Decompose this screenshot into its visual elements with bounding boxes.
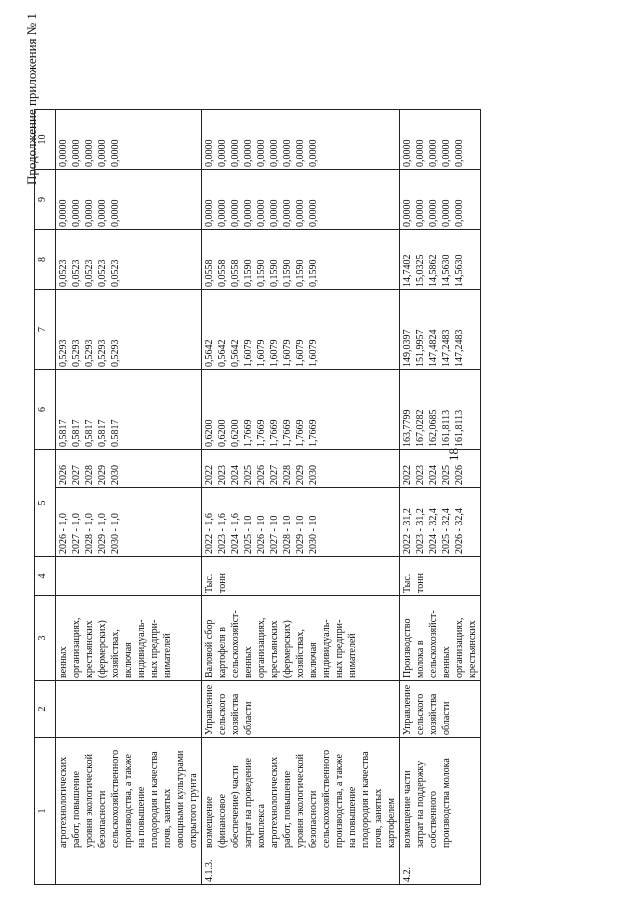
table-row [400, 110, 481, 885]
local-funding-cell [400, 170, 481, 230]
federal-funding-cell-line: 1,6079 [282, 339, 293, 367]
local-funding-cell-line: 0,0000 [230, 199, 241, 227]
measure-name-line: комплекса [256, 804, 267, 848]
target-value-cell-line: 2024 - 1,6 [230, 513, 241, 554]
appendix-label: Продолжение приложения № 1 [24, 13, 39, 185]
local-funding-cell-line: 0,0000 [428, 199, 439, 227]
table-row [56, 110, 202, 885]
extrabudget-funding-cell-line: 0,0000 [269, 139, 280, 167]
regional-funding-cell-line: 14,5630 [441, 254, 452, 287]
measure-name-line: на повышение [347, 786, 358, 848]
executor-cell [202, 681, 400, 738]
col-header-7: 7 [35, 290, 56, 370]
measure-name-line: производства, а также [123, 754, 134, 848]
extrabudget-funding-cell-line: 0,0000 [71, 139, 82, 167]
indicator-cell-line: крестьянских [269, 620, 280, 678]
federal-funding-cell-line: 1,6079 [308, 339, 319, 367]
total-funding-cell [400, 370, 481, 450]
measure-name-line: агротехнологических [58, 756, 69, 848]
measure-name-line: картофелем [386, 798, 397, 848]
measure-name-line: производства молока [441, 758, 452, 848]
year-cell-line: 2023 [415, 465, 426, 485]
target-value-cell-line: 2030 - 10 [308, 515, 319, 554]
regional-funding-cell-line: 0,0523 [84, 259, 95, 287]
target-value-cell-line: 2025 - 10 [243, 515, 254, 554]
federal-funding-cell-line: 0,5642 [230, 339, 241, 367]
total-funding-cell-line: 161,8113 [441, 409, 452, 447]
executor-cell-line: хозяйства [230, 693, 241, 735]
extrabudget-funding-cell-line: 0,0000 [402, 139, 413, 167]
federal-funding-cell-line: 149,0397 [402, 329, 413, 367]
target-value-cell-line: 2029 - 1,0 [97, 513, 108, 554]
federal-funding-cell [202, 290, 400, 370]
extrabudget-funding-cell-line: 0,0000 [256, 139, 267, 167]
unit-cell-line: Тыс. [402, 573, 413, 593]
indicator-cell-line: венных [441, 646, 452, 678]
year-cell-line: 2022 [402, 465, 413, 485]
total-funding-cell-line: 161,8113 [454, 409, 465, 447]
executor-cell-line: сельского [415, 693, 426, 735]
federal-funding-cell-line: 0,5293 [71, 339, 82, 367]
table-row [202, 110, 400, 885]
indicator-cell-line: картофеля в [217, 627, 228, 678]
measure-name-line: возмещение [204, 796, 215, 848]
unit-cell [56, 557, 202, 596]
measure-name-line: работ, повышение [282, 770, 293, 848]
local-funding-cell-line: 0,0000 [58, 199, 69, 227]
extrabudget-funding-cell-line: 0,0000 [454, 139, 465, 167]
indicator-cell-line: сельскохозяйст- [428, 610, 439, 678]
extrabudget-funding-cell [56, 110, 202, 170]
regional-funding-cell-line: 0,0558 [204, 259, 215, 287]
indicator-cell-line: сельскохозяйст- [230, 610, 241, 678]
federal-funding-cell-line: 1,6079 [243, 339, 254, 367]
target-value-cell [56, 488, 202, 557]
regional-funding-cell-line: 0,1590 [256, 259, 267, 287]
local-funding-cell-line: 0,0000 [84, 199, 95, 227]
executor-cell-line: области [441, 701, 452, 735]
indicator-cell-line: организациях, [454, 617, 465, 678]
year-cell-line: 2028 [84, 465, 95, 485]
regional-funding-cell-line: 14,7402 [402, 254, 413, 287]
regional-funding-cell [202, 230, 400, 290]
year-cell-line: 2026 [454, 465, 465, 485]
year-cell-line: 2025 [243, 465, 254, 485]
extrabudget-funding-cell-line: 0,0000 [110, 139, 121, 167]
measure-name-line: уровня экологической [84, 754, 95, 848]
total-funding-cell-line: 0.5817 [110, 419, 121, 447]
local-funding-cell-line: 0,0000 [282, 199, 293, 227]
year-cell-line: 2027 [71, 465, 82, 485]
col-header-6: 6 [35, 370, 56, 450]
executor-cell-line: сельского [217, 693, 228, 735]
year-cell-line: 2025 [441, 465, 452, 485]
year-cell-line: 2024 [230, 465, 241, 485]
measure-name-line: (финансовое [217, 794, 228, 848]
regional-funding-cell [400, 230, 481, 290]
col-header-1: 1 [35, 738, 56, 885]
local-funding-cell-line: 0,0000 [295, 199, 306, 227]
executor-cell [400, 681, 481, 738]
col-header-8: 8 [35, 230, 56, 290]
year-cell [202, 450, 400, 488]
extrabudget-funding-cell-line: 0,0000 [204, 139, 215, 167]
unit-cell [400, 557, 481, 596]
total-funding-cell-line: 1,7669 [243, 419, 254, 447]
measure-cell [400, 738, 481, 885]
measure-name-line: плодородия и качества [360, 751, 371, 848]
indicator-cell-line: (фермерских) [282, 620, 293, 678]
total-funding-cell-line: 0,5817 [84, 419, 95, 447]
year-cell-line: 2026 [256, 465, 267, 485]
col-header-9: 9 [35, 170, 56, 230]
regional-funding-cell-line: 0,1590 [282, 259, 293, 287]
federal-funding-cell [400, 290, 481, 370]
executor-cell-line: области [243, 701, 254, 735]
measure-name-line: почв, занятых [162, 788, 173, 848]
measure-cell [202, 738, 400, 885]
extrabudget-funding-cell-line: 0,0000 [282, 139, 293, 167]
regional-funding-cell-line: 14,5630 [454, 254, 465, 287]
measure-name-line: овощными культурами [175, 750, 186, 848]
target-value-cell-line: 2023 - 1,6 [217, 513, 228, 554]
target-value-cell-line: 2026 - 1,0 [58, 513, 69, 554]
extrabudget-funding-cell-line: 0,0000 [217, 139, 228, 167]
target-value-cell-line: 2030 - 1,0 [110, 513, 121, 554]
federal-funding-cell-line: 147,2483 [454, 329, 465, 367]
local-funding-cell-line: 0,0000 [71, 199, 82, 227]
total-funding-cell-line: 162,0685 [428, 409, 439, 447]
measure-name-line: агротехнологических [269, 756, 280, 848]
federal-funding-cell-line: 0,5293 [110, 339, 121, 367]
indicator-cell-line: крестьянских [467, 620, 478, 678]
year-cell-line: 2030 [110, 465, 121, 485]
budget-table [34, 109, 481, 885]
measure-name-line: безопасности [308, 790, 319, 848]
measure-name-line: производства, а также [334, 754, 345, 848]
local-funding-cell-line: 0,0000 [441, 199, 452, 227]
regional-funding-cell-line: 0,0523 [71, 259, 82, 287]
measure-name-line: затрат на поддержку [415, 760, 426, 848]
row-number: 4.2. [402, 867, 413, 882]
regional-funding-cell-line: 0,0558 [230, 259, 241, 287]
indicator-cell-line: нимателей [162, 633, 173, 678]
measure-name-line: работ, повышение [71, 770, 82, 848]
local-funding-cell-line: 0,0000 [454, 199, 465, 227]
measure-name-line: обеспечение) части [230, 765, 241, 848]
total-funding-cell-line: 0,6200 [204, 419, 215, 447]
target-value-cell-line: 2023 - 31,2 [415, 508, 426, 554]
col-header-3: 3 [35, 596, 56, 681]
target-value-cell-line: 2026 - 32,4 [454, 508, 465, 554]
extrabudget-funding-cell-line: 0,0000 [428, 139, 439, 167]
indicator-cell [202, 596, 400, 681]
target-value-cell-line: 2022 - 31,2 [402, 508, 413, 554]
total-funding-cell-line: 1,7669 [308, 419, 319, 447]
extrabudget-funding-cell-line: 0,0000 [243, 139, 254, 167]
local-funding-cell-line: 0,0000 [308, 199, 319, 227]
indicator-cell-line: индивидуаль- [136, 619, 147, 678]
year-cell-line: 2029 [97, 465, 108, 485]
target-value-cell-line: 2025 - 32,4 [441, 508, 452, 554]
target-value-cell-line: 2027 - 1,0 [71, 513, 82, 554]
local-funding-cell-line: 0,0000 [97, 199, 108, 227]
indicator-cell-line: ных предпри- [149, 619, 160, 678]
measure-name-line: сельскохозяйственного [321, 749, 332, 848]
federal-funding-cell-line: 0,5293 [97, 339, 108, 367]
regional-funding-cell-line: 0,1590 [308, 259, 319, 287]
total-funding-cell [202, 370, 400, 450]
target-value-cell-line: 2026 - 10 [256, 515, 267, 554]
federal-funding-cell-line: 0,5293 [58, 339, 69, 367]
local-funding-cell-line: 0,0000 [402, 199, 413, 227]
federal-funding-cell-line: 147,4824 [428, 329, 439, 367]
target-value-cell-line: 2029 - 10 [295, 515, 306, 554]
total-funding-cell-line: 1,7669 [269, 419, 280, 447]
executor-cell-line: Управление [204, 684, 215, 735]
local-funding-cell [202, 170, 400, 230]
extrabudget-funding-cell-line: 0,0000 [295, 139, 306, 167]
target-value-cell [400, 488, 481, 557]
federal-funding-cell-line: 1,6079 [295, 339, 306, 367]
local-funding-cell-line: 0,0000 [415, 199, 426, 227]
col-header-2: 2 [35, 681, 56, 738]
indicator-cell-line: индивидуаль- [321, 619, 332, 678]
extrabudget-funding-cell-line: 0,0000 [58, 139, 69, 167]
measure-name-line: открытого грунта [188, 773, 199, 848]
local-funding-cell-line: 0,0000 [256, 199, 267, 227]
measure-name-line: уровня экологической [295, 754, 306, 848]
indicator-cell-line: хозяйствах, [110, 629, 121, 678]
indicator-cell [56, 596, 202, 681]
measure-name-line: безопасности [97, 790, 108, 848]
extrabudget-funding-cell [202, 110, 400, 170]
indicator-cell-line: венных [243, 646, 254, 678]
year-cell-line: 2028 [282, 465, 293, 485]
federal-funding-cell-line: 1,6079 [269, 339, 280, 367]
measure-name-line: на повышение [136, 786, 147, 848]
target-value-cell [202, 488, 400, 557]
local-funding-cell-line: 0,0000 [269, 199, 280, 227]
year-cell-line: 2030 [308, 465, 319, 485]
unit-cell-line: тонн [217, 573, 228, 593]
year-cell-line: 2029 [295, 465, 306, 485]
row-number: 4.1.3. [204, 859, 215, 882]
measure-cell [56, 738, 202, 885]
total-funding-cell-line: 0,5817 [58, 419, 69, 447]
indicator-cell-line: ных предпри- [334, 619, 345, 678]
measure-name-line: собственного [428, 791, 439, 848]
indicator-cell [400, 596, 481, 681]
total-funding-cell-line: 167,0282 [415, 409, 426, 447]
indicator-cell-line: организациях, [256, 617, 267, 678]
target-value-cell-line: 2028 - 10 [282, 515, 293, 554]
local-funding-cell-line: 0,0000 [217, 199, 228, 227]
total-funding-cell [56, 370, 202, 450]
unit-cell-line: Тыс. [204, 573, 215, 593]
federal-funding-cell-line: 0,5642 [204, 339, 215, 367]
unit-cell-line: тонн [415, 573, 426, 593]
regional-funding-cell-line: 0,1590 [243, 259, 254, 287]
total-funding-cell-line: 1,7669 [282, 419, 293, 447]
unit-cell [202, 557, 400, 596]
total-funding-cell-line: 0,5817 [71, 419, 82, 447]
measure-name-line: почв, занятых [373, 788, 384, 848]
year-cell-line: 2023 [217, 465, 228, 485]
indicator-cell-line: Валовой сбор [204, 619, 215, 678]
total-funding-cell-line: 1,7669 [295, 419, 306, 447]
extrabudget-funding-cell-line: 0,0000 [308, 139, 319, 167]
local-funding-cell-line: 0,0000 [243, 199, 254, 227]
year-cell [400, 450, 481, 488]
local-funding-cell-line: 0,0000 [110, 199, 121, 227]
year-cell [56, 450, 202, 488]
indicator-cell-line: молока в [415, 640, 426, 678]
page-number: 18 [446, 448, 461, 461]
extrabudget-funding-cell-line: 0,0000 [97, 139, 108, 167]
extrabudget-funding-cell [400, 110, 481, 170]
year-cell-line: 2027 [269, 465, 280, 485]
federal-funding-cell-line: 147,2483 [441, 329, 452, 367]
col-header-5: 5 [35, 450, 56, 557]
indicator-cell-line: нимателей [347, 633, 358, 678]
total-funding-cell-line: 0,6200 [217, 419, 228, 447]
regional-funding-cell-line: 0,0523 [58, 259, 69, 287]
extrabudget-funding-cell-line: 0,0000 [84, 139, 95, 167]
indicator-cell-line: хозяйствах, [295, 629, 306, 678]
total-funding-cell-line: 1,7669 [256, 419, 267, 447]
extrabudget-funding-cell-line: 0,0000 [230, 139, 241, 167]
regional-funding-cell-line: 14,5862 [428, 254, 439, 287]
year-cell-line: 2026 [58, 465, 69, 485]
executor-cell [56, 681, 202, 738]
federal-funding-cell-line: 0,5293 [84, 339, 95, 367]
year-cell-line: 2022 [204, 465, 215, 485]
row-number [57, 848, 200, 882]
total-funding-cell-line: 163,7799 [402, 409, 413, 447]
total-funding-cell-line: 0,6200 [230, 419, 241, 447]
executor-cell-line: Управление [402, 684, 413, 735]
regional-funding-cell-line: 0,0523 [110, 259, 121, 287]
target-value-cell-line: 2028 - 1,0 [84, 513, 95, 554]
target-value-cell-line: 2024 - 32,4 [428, 508, 439, 554]
header-row [35, 110, 56, 885]
regional-funding-cell-line: 0,1590 [269, 259, 280, 287]
measure-name-line: затрат на проведение [243, 758, 254, 848]
local-funding-cell-line: 0,0000 [204, 199, 215, 227]
measure-name-line: плодородия и качества [149, 751, 160, 848]
extrabudget-funding-cell-line: 0,0000 [441, 139, 452, 167]
col-header-10: 10 [35, 110, 56, 170]
regional-funding-cell-line: 15,0325 [415, 254, 426, 287]
indicator-cell-line: включая [123, 642, 134, 678]
measure-name-line: возмещение части [402, 770, 413, 848]
regional-funding-cell-line: 0,0558 [217, 259, 228, 287]
target-value-cell-line: 2022 - 1,6 [204, 513, 215, 554]
regional-funding-cell [56, 230, 202, 290]
regional-funding-cell-line: 0,0523 [97, 259, 108, 287]
federal-funding-cell-line: 151,9957 [415, 329, 426, 367]
measure-name-line: сельскохозяйственного [110, 749, 121, 848]
indicator-cell-line: организациях, [71, 617, 82, 678]
local-funding-cell [56, 170, 202, 230]
indicator-cell-line: венных [58, 646, 69, 678]
federal-funding-cell-line: 0,5642 [217, 339, 228, 367]
executor-cell-line: хозяйства [428, 693, 439, 735]
year-cell-line: 2024 [428, 465, 439, 485]
indicator-cell-line: включая [308, 642, 319, 678]
indicator-cell-line: крестьянских [84, 620, 95, 678]
total-funding-cell-line: 0,5817 [97, 419, 108, 447]
indicator-cell-line: Производство [402, 618, 413, 678]
col-header-4: 4 [35, 557, 56, 596]
extrabudget-funding-cell-line: 0,0000 [415, 139, 426, 167]
federal-funding-cell [56, 290, 202, 370]
regional-funding-cell-line: 0,1590 [295, 259, 306, 287]
indicator-cell-line: (фермерских) [97, 620, 108, 678]
target-value-cell-line: 2027 - 10 [269, 515, 280, 554]
federal-funding-cell-line: 1,6079 [256, 339, 267, 367]
